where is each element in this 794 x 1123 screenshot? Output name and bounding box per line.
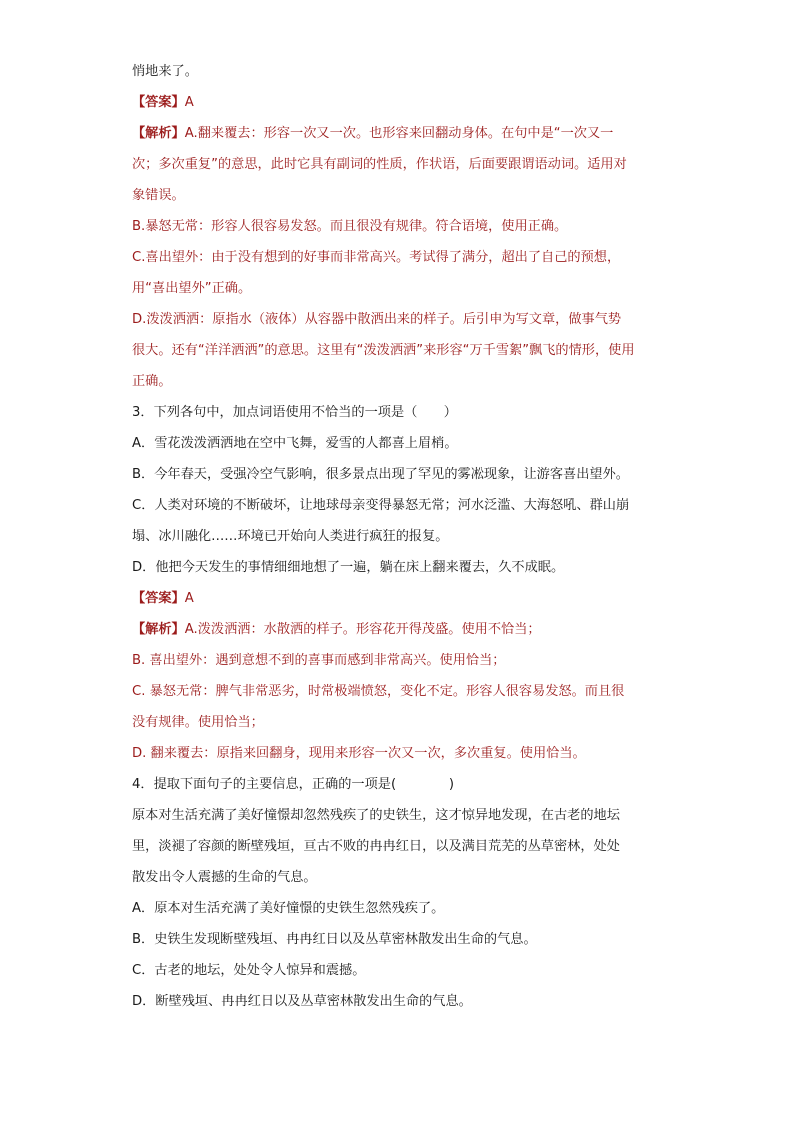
passage-line: 里，淡褪了容颜的断壁残垣，亘古不败的冉冉红日，以及满目荒芜的丛草密林，处处 xyxy=(132,839,620,854)
question-stem: 3．下列各句中，加点词语使用不恰当的一项是（ ） xyxy=(132,405,457,420)
analysis-text-line: 很大。还有“洋洋洒洒”的意思。这里有“泼泼洒洒”来形容“万千雪絮”飘飞的情形，使用 xyxy=(132,343,635,358)
analysis-text: A.翻来覆去：形容一次又一次。也形容来回翻动身体。在句中是“一次又一 xyxy=(184,126,614,141)
analysis-text-line: 正确。 xyxy=(132,374,172,389)
answer-line xyxy=(132,93,672,112)
analysis-tag: 【解析】 xyxy=(132,126,185,141)
analysis-tag: 【解析】 xyxy=(132,622,185,637)
answer-tag: 【答案】 xyxy=(132,591,185,606)
page-content xyxy=(132,62,672,1023)
analysis-text-line: 用“喜出望外”正确。 xyxy=(132,281,252,296)
analysis-line xyxy=(132,124,672,143)
analysis-text: A.泼泼洒洒：水散洒的样子。形容花开得茂盛。使用不恰当； xyxy=(184,622,541,637)
option-d: D．他把今天发生的事情细细地想了一遍，躺在床上翻来覆去，久不成眠。 xyxy=(132,560,565,575)
option-b: B．史铁生发现断壁残垣、冉冉红日以及丛草密林散发出生命的气息。 xyxy=(132,932,537,947)
option-d: D．断壁残垣、冉冉红日以及丛草密林散发出生命的气息。 xyxy=(132,994,472,1009)
text-line: 悄地来了。 xyxy=(132,64,198,79)
analysis-text-line: 次；多次重复”的意思，此时它具有副词的性质，作状语，后面要跟谓语动词。适用对 xyxy=(132,157,627,172)
answer-line xyxy=(132,589,672,608)
passage-line: 散发出令人震撼的生命的气息。 xyxy=(132,870,317,885)
answer-tag: 【答案】 xyxy=(132,95,185,110)
question-stem: 4．提取下面句子的主要信息，正确的一项是( ) xyxy=(132,777,454,792)
analysis-text-line: C. 暴怒无常：脾气非常恶劣，时常极端愤怒，变化不定。形容人很容易发怒。而且很 xyxy=(132,684,625,699)
option-c: C．人类对环境的不断破坏，让地球母亲变得暴怒无常；河水泛滥、大海怒吼、群山崩 xyxy=(132,498,630,513)
option-a: A．原本对生活充满了美好憧憬的史铁生忽然残疾了。 xyxy=(132,901,445,916)
analysis-text-line: C.喜出望外：由于没有想到的好事而非常高兴。考试得了满分，超出了自己的预想， xyxy=(132,250,621,265)
answer-value: A xyxy=(184,95,194,110)
analysis-text-line: 没有规律。使用恰当； xyxy=(132,715,264,730)
option-a: A．雪花泼泼洒洒地在空中飞舞，爱雪的人都喜上眉梢。 xyxy=(132,436,458,451)
passage-line: 原本对生活充满了美好憧憬却忽然残疾了的史铁生，这才惊异地发现，在古老的地坛 xyxy=(132,808,620,823)
analysis-text-line: B. 喜出望外：遇到意想不到的喜事而感到非常高兴。使用恰当； xyxy=(132,653,506,668)
option-c-continued: 塌、冰川融化……环境已开始向人类进行疯狂的报复。 xyxy=(132,529,449,544)
option-c: C．古老的地坛，处处令人惊异和震撼。 xyxy=(132,963,366,978)
analysis-text-line: D.泼泼洒洒：原指水（液体）从容器中散洒出来的样子。后引申为写文章，做事气势 xyxy=(132,312,622,327)
analysis-text-line: B.暴怒无常：形容人很容易发怒。而且很没有规律。符合语境，使用正确。 xyxy=(132,219,568,234)
analysis-line xyxy=(132,620,672,639)
option-b: B．今年春天，受强冷空气影响，很多景点出现了罕见的雾凇现象，让游客喜出望外。 xyxy=(132,467,629,482)
analysis-text-line: D. 翻来覆去：原指来回翻身，现用来形容一次又一次，多次重复。使用恰当。 xyxy=(132,746,586,761)
analysis-text-line: 象错误。 xyxy=(132,188,185,203)
answer-value: A xyxy=(184,591,194,606)
